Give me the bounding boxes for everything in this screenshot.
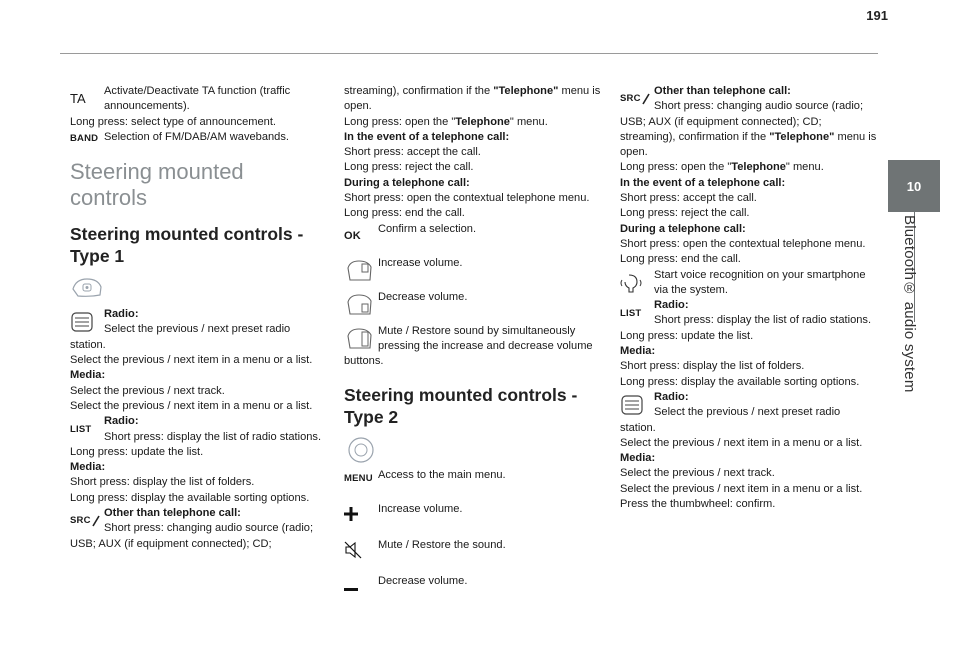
radio-heading: Radio: (104, 308, 139, 321)
list-media-line-2-2: Long press: display the available sorting options. (620, 375, 860, 388)
wheel-media-line-2: Select the previous / next item in a menu or a list. (620, 482, 863, 495)
event-line-2-2: Long press: reject the call. (620, 207, 750, 220)
src-text-2: Short press: changing audio source (radio; USB; AUX (if equipment connected); CD; streaming), confirmation if the "Telephone" menu is open. (620, 100, 877, 159)
list-radio-line-2: Long press: update the list. (70, 445, 204, 458)
volume-down-icon (344, 290, 378, 320)
chapter-tab[interactable]: 10 (888, 160, 940, 212)
wheel-radio-line-2: Select the previous / next item in a menu or a list. (620, 436, 863, 449)
type1-title: Steering mounted controls - Type 1 (70, 224, 304, 267)
event-heading-2: In the event of a telephone call: (620, 176, 786, 189)
volume-up-icon (344, 256, 378, 286)
ok-glyph: OK (344, 230, 361, 243)
minus-text: Decrease volume. (378, 574, 468, 587)
during-line-1-2: Short press: open the contextual telephone menu. (620, 237, 866, 250)
header-rule (60, 53, 878, 54)
event-line-1-2: Short press: accept the call. (620, 192, 757, 205)
list-radio-line-1-2: Short press: display the list of radio stations. (654, 314, 872, 327)
type2-title: Steering mounted controls - Type 2 (344, 384, 578, 427)
list-radio-line-2-2: Long press: update the list. (620, 329, 754, 342)
list-glyph-2: LIST (620, 307, 642, 319)
src-continued: streaming), confirmation if the "Telephone" menu is open. (344, 85, 601, 113)
list-media-heading: Media: (70, 461, 106, 474)
page-number: 191 (866, 8, 888, 23)
during-line-1: Short press: open the contextual telephone menu. (344, 192, 590, 205)
wheel-media-line-1: Select the previous / next track. (620, 467, 775, 480)
radio-line-2: Select the previous / next item in a menu or a list. (70, 354, 313, 367)
ok-text: Confirm a selection. (378, 222, 477, 235)
during-line-2: Long press: end the call. (344, 207, 465, 220)
mute2-text: Mute / Restore the sound. (378, 538, 506, 551)
ta-long-text: Long press: select type of announcement. (70, 115, 276, 128)
list-radio-heading: Radio: (104, 415, 139, 428)
steering-controls-type2-icon (344, 436, 384, 464)
voice-recognition-icon (620, 268, 654, 298)
src-phone-icon-2 (620, 84, 654, 114)
src-heading: Other than telephone call: (104, 507, 241, 520)
src-glyph: SRC (70, 515, 91, 527)
wheel-radio-line-1: Select the previous / next preset radio station. (620, 406, 841, 434)
band-text: Selection of FM/DAB/AM wavebands. (104, 130, 289, 143)
radio-line-1: Select the previous / next preset radio station. (70, 323, 291, 351)
menu-text: Access to the main menu. (378, 468, 506, 481)
list-media-line-1: Short press: display the list of folders. (70, 476, 255, 489)
src-phone-icon (70, 506, 104, 536)
chapter-title: Bluetooth® audio system (901, 215, 918, 393)
vol-down-text: Decrease volume. (378, 290, 468, 303)
thumbwheel-icon-2 (620, 390, 654, 420)
during-heading: During a telephone call: (344, 176, 470, 189)
minus-icon (344, 574, 378, 598)
during-line-2-2: Long press: end the call. (620, 253, 741, 266)
voice-text: Start voice recognition on your smartphone via the system. (654, 268, 866, 296)
event-line-2: Long press: reject the call. (344, 161, 474, 174)
list-icon-2 (620, 298, 654, 328)
media-line-1: Select the previous / next track. (70, 384, 225, 397)
plus-text: Increase volume. (378, 502, 463, 515)
event-line-1: Short press: accept the call. (344, 146, 481, 159)
long-open-telephone: Long press: open the "Telephone" menu. (344, 115, 548, 128)
band-glyph: BAND (70, 133, 99, 145)
wheel-media-heading: Media: (620, 452, 656, 465)
thumbwheel-icon (70, 307, 104, 337)
src-glyph-2: SRC (620, 93, 641, 105)
src-line-1: Short press: changing audio source (radio; USB; AUX (if equipment connected); CD; (70, 522, 314, 550)
wheel-press-text: Press the thumbwheel: confirm. (620, 498, 776, 511)
section-title: Steering mounted controls (70, 159, 244, 211)
list-radio-heading-2: Radio: (654, 299, 689, 312)
list-media-heading-2: Media: (620, 345, 656, 358)
ok-icon (344, 222, 378, 252)
list-media-line-2: Long press: display the available sorting options. (70, 491, 310, 504)
column-1 (70, 84, 326, 552)
list-icon (70, 414, 104, 444)
steering-controls-type1-icon (70, 275, 110, 303)
vol-up-text: Increase volume. (378, 256, 463, 269)
column-2 (344, 84, 606, 598)
list-radio-line-1: Short press: display the list of radio stations. (104, 430, 322, 443)
during-heading-2: During a telephone call: (620, 222, 746, 235)
band-icon (70, 130, 104, 148)
menu-icon (344, 468, 378, 490)
speaker-mute-icon (344, 538, 378, 562)
src-heading-2: Other than telephone call: (654, 85, 791, 97)
wheel-radio-heading: Radio: (654, 390, 689, 403)
long-open-telephone-2: Long press: open the "Telephone" menu. (620, 161, 824, 174)
ta-icon (70, 84, 104, 114)
ta-text: Activate/Deactivate TA function (traffic announcements). (104, 85, 291, 113)
column-3 (620, 84, 878, 512)
media-line-2: Select the previous / next item in a menu or a list. (70, 399, 313, 412)
media-heading: Media: (70, 369, 106, 382)
mute-icon (344, 324, 378, 354)
plus-icon (344, 502, 378, 526)
list-media-line-1-2: Short press: display the list of folders. (620, 360, 805, 373)
event-heading: In the event of a telephone call: (344, 130, 510, 143)
list-glyph: LIST (70, 423, 92, 435)
menu-glyph: MENU (344, 472, 373, 484)
ta-glyph: TA (70, 91, 86, 107)
mute-text: Mute / Restore sound by simultaneously pressing the increase and decrease volume buttons. (344, 324, 593, 368)
